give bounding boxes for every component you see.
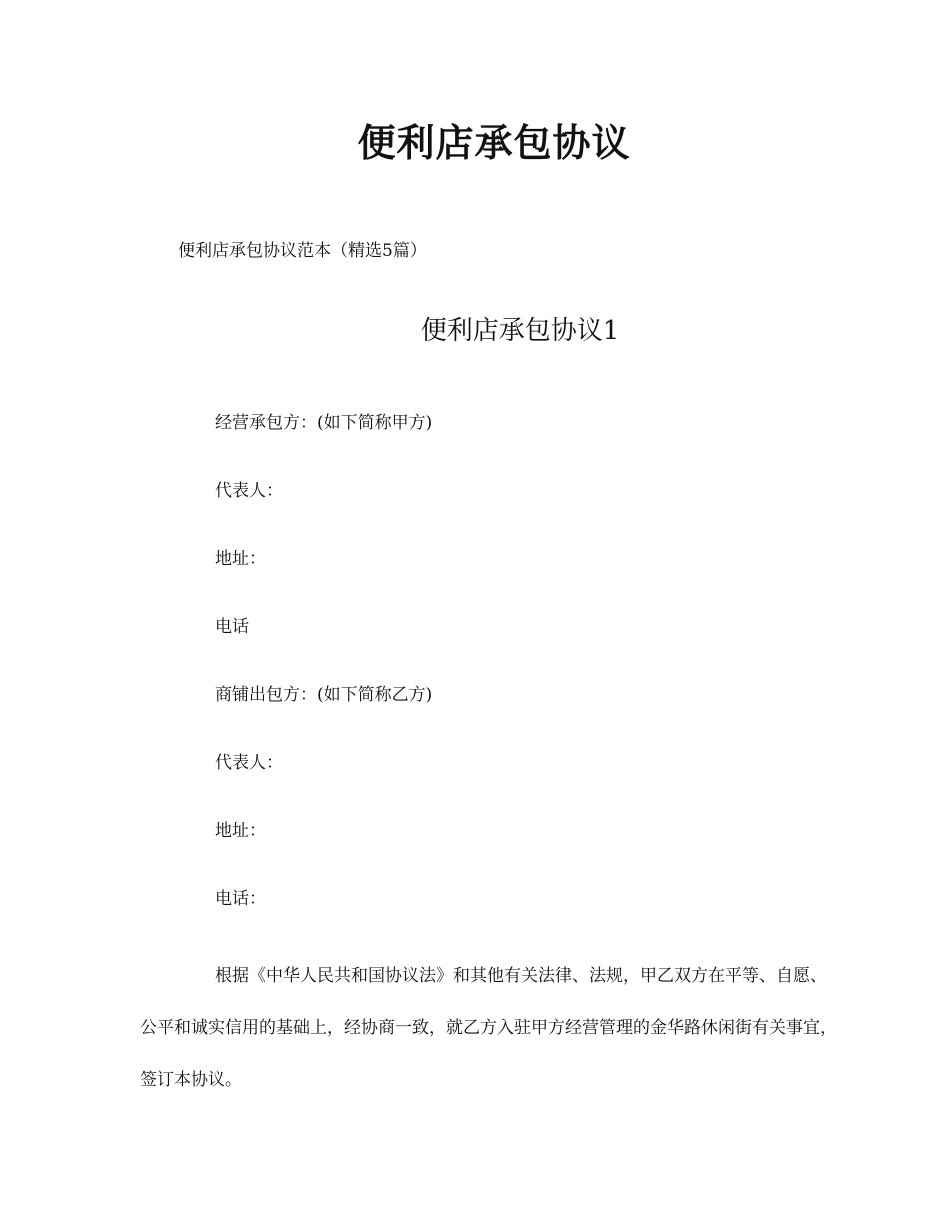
section-title: 便利店承包协议1 — [420, 316, 620, 346]
document-title: 便利店承包协议 — [357, 120, 631, 165]
document-subtitle: 便利店承包协议范本（精选5篇） — [178, 241, 427, 261]
party-a-representative: 代表人： — [215, 481, 283, 501]
party-b-representative: 代表人： — [215, 753, 283, 773]
party-a-phone: 电话 — [215, 617, 249, 637]
party-a-address: 地址： — [215, 549, 266, 569]
party-b-label: 商铺出包方：(如下简称乙方) — [215, 685, 433, 705]
party-b-phone: 电话： — [215, 889, 266, 909]
body-paragraph: 根据《中华人民共和国协议法》和其他有关法律、法规，甲乙双方在平等、自愿、公平和诚实信用的基础上，经协商一致，就乙方入驻甲方经营管理的金华路休闲街有关事宜，签订本协议。 — [140, 966, 837, 1090]
party-a-label: 经营承包方：(如下简称甲方) — [215, 413, 433, 433]
party-b-address: 地址： — [215, 821, 266, 841]
